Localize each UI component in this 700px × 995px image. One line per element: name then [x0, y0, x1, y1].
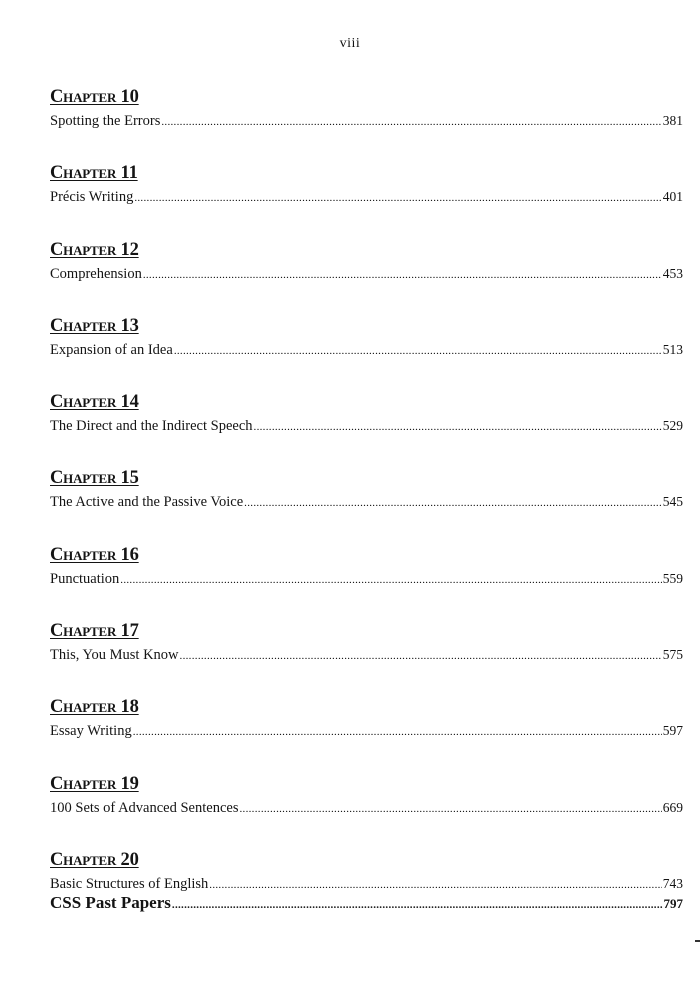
- toc-entry[interactable]: [50, 722, 683, 741]
- entry-page-number: 529: [662, 418, 683, 434]
- dot-leader: [174, 342, 662, 360]
- scan-edge-mark: [695, 940, 700, 942]
- entry-title: Punctuation: [50, 570, 120, 587]
- dot-leader: [120, 571, 661, 589]
- entry-page-number: 797: [663, 895, 683, 911]
- entry-title: Précis Writing: [50, 189, 134, 206]
- chapter-heading: Chapter 17: [50, 621, 139, 642]
- dot-leader: [239, 800, 661, 818]
- dot-leader: [254, 418, 662, 436]
- entry-page-number: 381: [662, 113, 683, 128]
- entry-page-number: 559: [662, 570, 683, 586]
- chapter-heading: Chapter 11: [50, 163, 138, 184]
- entry-page-number: 575: [662, 647, 683, 663]
- entry-title: Basic Structures of English: [50, 875, 209, 892]
- entry-title: Spotting the Errors: [50, 113, 161, 129]
- toc-chapter: [50, 239, 683, 315]
- toc-chapter: [50, 696, 683, 772]
- toc-chapter: [50, 162, 683, 238]
- toc-entry[interactable]: [50, 493, 683, 512]
- toc-entry[interactable]: [50, 417, 683, 436]
- toc-chapter: [50, 315, 683, 391]
- toc-entry-css-past-papers[interactable]: [50, 892, 683, 916]
- toc-chapter: [50, 391, 683, 467]
- toc-chapter: [50, 86, 683, 162]
- dot-leader: [143, 266, 662, 284]
- toc-chapter: [50, 620, 683, 696]
- chapter-heading: Chapter 12: [50, 239, 139, 260]
- entry-page-number: 513: [662, 341, 683, 357]
- page-number: viii: [339, 36, 361, 51]
- toc-entry[interactable]: [50, 265, 683, 284]
- chapter-heading: Chapter 13: [50, 315, 139, 336]
- toc-chapter: [50, 467, 683, 543]
- toc-entry[interactable]: [50, 799, 683, 818]
- chapter-heading: Chapter 18: [50, 697, 139, 718]
- dot-leader: [134, 189, 661, 207]
- entry-page-number: 453: [662, 265, 683, 281]
- entry-page-number: 401: [662, 189, 683, 205]
- chapter-heading: Chapter 19: [50, 773, 139, 794]
- entry-page-number: 743: [662, 875, 683, 891]
- toc-entry[interactable]: [50, 112, 683, 131]
- entry-page-number: 545: [662, 494, 683, 510]
- toc-entry[interactable]: [50, 341, 683, 360]
- dot-leader: [172, 894, 663, 916]
- entry-page-number: 597: [662, 723, 683, 739]
- chapter-heading: Chapter 15: [50, 468, 139, 489]
- chapter-heading: Chapter 14: [50, 392, 139, 413]
- chapter-heading: Chapter 20: [50, 849, 139, 870]
- dot-leader: [133, 723, 662, 741]
- entry-page-number: 669: [662, 799, 683, 815]
- dot-leader: [209, 876, 661, 894]
- toc-entry[interactable]: [50, 188, 683, 207]
- dot-leader: [244, 494, 662, 512]
- toc-chapter: [50, 849, 683, 925]
- entry-title: Essay Writing: [50, 723, 132, 740]
- toc-chapter: [50, 544, 683, 620]
- entry-title: This, You Must Know: [50, 647, 179, 664]
- toc-chapter: [50, 773, 683, 849]
- toc-entry[interactable]: [50, 646, 683, 665]
- chapter-heading: Chapter 16: [50, 544, 139, 565]
- entry-title: Comprehension: [50, 265, 142, 282]
- dot-leader: [161, 113, 661, 131]
- toc-entry[interactable]: [50, 570, 683, 589]
- entry-title: Expansion of an Idea: [50, 341, 173, 358]
- entry-title: The Active and the Passive Voice: [50, 494, 244, 511]
- dot-leader: [180, 647, 662, 665]
- table-of-contents: [50, 86, 683, 925]
- chapter-heading: Chapter 10: [50, 87, 139, 107]
- entry-title: CSS Past Papers: [50, 892, 171, 912]
- entry-title: The Direct and the Indirect Speech: [50, 418, 253, 435]
- entry-title: 100 Sets of Advanced Sentences: [50, 799, 239, 816]
